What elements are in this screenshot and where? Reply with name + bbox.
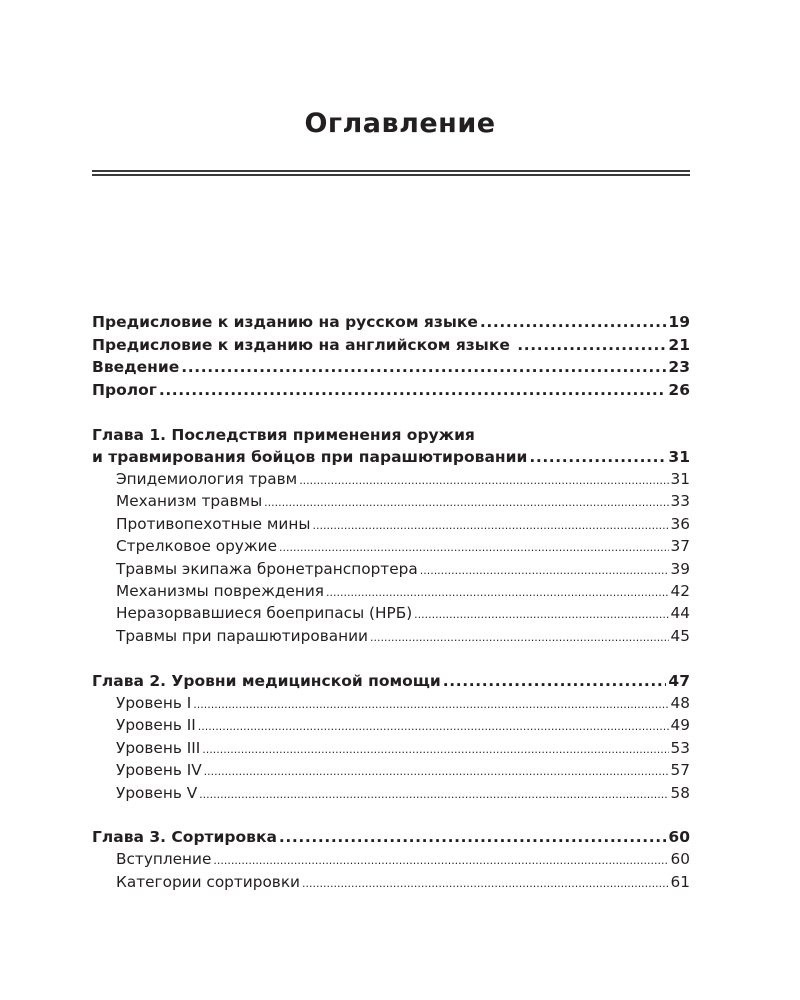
toc-entry-label: Уровень II: [116, 716, 196, 734]
toc-section[interactable]: [116, 470, 690, 490]
leader-dots: [279, 539, 669, 557]
leader-dots: [312, 517, 668, 535]
toc-entry-page: 42: [670, 582, 690, 600]
leader-dots: [213, 852, 668, 870]
leader-dots: [279, 828, 667, 846]
leader-dots: [198, 718, 669, 736]
toc-chapter-1[interactable]: [92, 448, 690, 466]
toc-section[interactable]: [116, 784, 690, 804]
toc-entry-page: 33: [670, 492, 690, 510]
toc-entry-label: Глава 3. Сортировка: [92, 828, 277, 846]
toc-entry-page: 23: [668, 358, 690, 376]
toc-entry-page: 31: [670, 470, 690, 488]
toc-entry-page: 47: [668, 672, 690, 690]
toc-entry-page: 48: [670, 694, 690, 712]
toc-section[interactable]: [116, 627, 690, 647]
toc-section[interactable]: [116, 694, 690, 714]
toc-entry-label: и травмирования бойцов при парашютировании: [92, 448, 528, 466]
toc-entry-page: 36: [670, 515, 690, 533]
toc-section[interactable]: [116, 739, 690, 759]
toc-entry-page: 26: [668, 381, 690, 399]
leader-dots: [193, 696, 668, 714]
toc-entry-page: 49: [670, 716, 690, 734]
toc-entry-page: 58: [670, 784, 690, 802]
toc-entry-page: 37: [670, 537, 690, 555]
toc-section[interactable]: [116, 492, 690, 512]
leader-dots: [529, 448, 666, 466]
toc-entry-label: Глава 2. Уровни медицинской помощи: [92, 672, 441, 690]
toc-entry-label: Эпидемиология травм: [116, 470, 298, 488]
leader-dots: [517, 336, 666, 354]
toc-chapter-3[interactable]: [92, 828, 690, 846]
toc-section[interactable]: [116, 761, 690, 781]
toc-entry-introduction[interactable]: [92, 358, 690, 376]
toc-section[interactable]: [116, 873, 690, 893]
toc-entry-label: Механизмы повреждения: [116, 582, 325, 600]
title-rule-bottom: [92, 174, 690, 176]
toc-entry-page: 57: [670, 761, 690, 779]
toc-entry-preface-russian[interactable]: [92, 313, 690, 331]
toc-entry-label: Вступление: [116, 850, 212, 868]
toc-entry-label: Предисловие к изданию на английском языке: [92, 336, 516, 354]
leader-dots: [326, 584, 669, 602]
toc-entry-label: Травмы при парашютировании: [116, 627, 368, 645]
leader-dots: [370, 629, 669, 647]
leader-dots: [302, 875, 669, 893]
toc-entry-label: Неразорвавшиеся боеприпасы (НРБ): [116, 604, 413, 622]
leader-dots: [264, 494, 668, 512]
toc-entry-label: Травмы экипажа бронетранспортера: [116, 560, 418, 578]
toc-section[interactable]: [116, 560, 690, 580]
toc-entry-page: 31: [668, 448, 690, 466]
leader-dots: [159, 381, 667, 399]
leader-dots: [202, 741, 668, 759]
leader-dots: [204, 763, 669, 781]
toc-entry-page: 60: [668, 828, 690, 846]
toc-entry-label: Уровень V: [116, 784, 198, 802]
toc-section[interactable]: [116, 582, 690, 602]
toc-entry-page: 21: [668, 336, 690, 354]
toc-entry-label: Противопехотные мины: [116, 515, 311, 533]
toc-entry-prologue[interactable]: [92, 381, 690, 399]
leader-dots: [443, 672, 667, 690]
leader-dots: [420, 562, 669, 580]
leader-dots: [199, 786, 668, 804]
leader-dots: [299, 472, 668, 490]
leader-dots: [480, 313, 667, 331]
leader-dots: [414, 606, 668, 624]
toc-entry-page: 53: [670, 739, 690, 757]
leader-dots: [181, 358, 666, 376]
toc-entry-page: 19: [668, 313, 690, 331]
title-rule-top: [92, 170, 690, 172]
toc-section[interactable]: [116, 537, 690, 557]
toc-entry-label: Категории сортировки: [116, 873, 301, 891]
page-title: Оглавление: [304, 108, 496, 139]
toc-entry-page: 60: [670, 850, 690, 868]
toc-chapter-1-title-line1[interactable]: Глава 1. Последствия применения оружия: [92, 426, 475, 444]
toc-section[interactable]: [116, 515, 690, 535]
toc-section[interactable]: [116, 850, 690, 870]
toc-entry-label: Механизм травмы: [116, 492, 263, 510]
toc-section[interactable]: [116, 716, 690, 736]
toc-entry-label: Введение: [92, 358, 180, 376]
toc-entry-label: Уровень IV: [116, 761, 202, 779]
toc-entry-label: Предисловие к изданию на русском языке: [92, 313, 478, 331]
toc-chapter-2[interactable]: [92, 672, 690, 690]
toc-entry-label: Стрелковое оружие: [116, 537, 277, 555]
toc-entry-label: Пролог: [92, 381, 157, 399]
toc-entry-page: 45: [670, 627, 690, 645]
toc-entry-preface-english[interactable]: [92, 336, 690, 354]
toc-entry-label: Уровень III: [116, 739, 201, 757]
toc-section[interactable]: [116, 604, 690, 624]
toc-entry-label: Уровень I: [116, 694, 192, 712]
toc-entry-page: 61: [670, 873, 690, 891]
toc-entry-page: 44: [670, 604, 690, 622]
toc-entry-page: 39: [670, 560, 690, 578]
